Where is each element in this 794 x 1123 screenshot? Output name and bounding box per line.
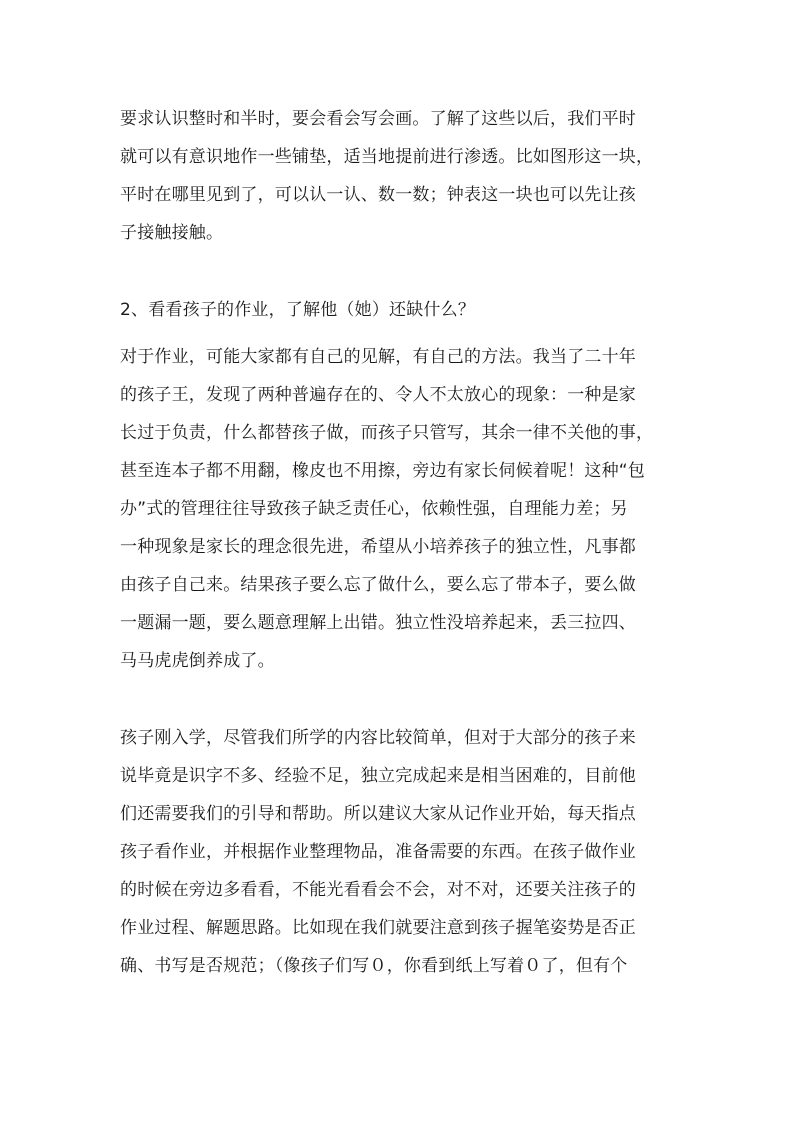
- paragraph-line: 长过于负责，什么都替孩子做，而孩子只管写，其余一律不关他的事，: [120, 423, 654, 443]
- paragraph-line: 马马虎虎倒养成了。: [120, 651, 275, 671]
- paragraph-line: 就可以有意识地作一些铺垫，适当地提前进行渗透。比如图形这一块，: [120, 147, 654, 167]
- paragraph-line: 孩子刚入学，尽管我们所学的内容比较简单，但对于大部分的孩子来: [120, 728, 636, 748]
- section-heading-text: 2、看看孩子的作业，了解他（她）还缺什么？: [120, 300, 476, 320]
- paragraph-line: 由孩子自己来。结果孩子要么忘了做什么，要么忘了带本子，要么做: [120, 575, 636, 595]
- paragraph-clock-and-shapes: [120, 100, 680, 252]
- paragraph-line: 确、书写是否规范；（像孩子们写０，你看到纸上写着０了，但有个: [120, 956, 628, 976]
- paragraph-line: 要求认识整时和半时，要会看会写会画。了解了这些以后，我们平时: [120, 109, 636, 129]
- paragraph-line: 作业过程、解题思路。比如现在我们就要注意到孩子握笔姿势是否正: [120, 918, 636, 938]
- paragraph-line: 说毕竟是识字不多、经验不足，独立完成起来是相当困难的，目前他: [120, 766, 636, 786]
- paragraph-homework-guidance: [120, 719, 680, 985]
- paragraph-line: 子接触接触。: [120, 223, 224, 243]
- paragraph-line: 的时候在旁边多看看，不能光看看会不会，对不对，还要关注孩子的: [120, 880, 636, 900]
- paragraph-line: 甚至连本子都不用翻，橡皮也不用擦，旁边有家长伺候着呢！这种“包: [120, 461, 646, 481]
- paragraph-line: 对于作业，可能大家都有自己的见解，有自己的方法。我当了二十年: [120, 347, 636, 367]
- paragraph-line: 的孩子王，发现了两种普遍存在的、令人不太放心的现象：一种是家: [120, 385, 636, 405]
- paragraph-line: 一种现象是家长的理念很先进，希望从小培养孩子的独立性，凡事都: [120, 537, 636, 557]
- paragraph-line: 们还需要我们的引导和帮助。所以建议大家从记作业开始，每天指点: [120, 804, 636, 824]
- paragraph-line: 办”式的管理往往导致孩子缺乏责任心，依赖性强，自理能力差；另: [120, 499, 628, 519]
- section-heading: [120, 291, 680, 329]
- paragraph-line: 平时在哪里见到了，可以认一认、数一数；钟表这一块也可以先让孩: [120, 185, 636, 205]
- paragraph-line: 孩子看作业，并根据作业整理物品，准备需要的东西。在孩子做作业: [120, 842, 636, 862]
- paragraph-line: 一题漏一题，要么题意理解上出错。独立性没培养起来，丢三拉四、: [120, 613, 636, 633]
- paragraph-homework-phenomena: [120, 338, 680, 680]
